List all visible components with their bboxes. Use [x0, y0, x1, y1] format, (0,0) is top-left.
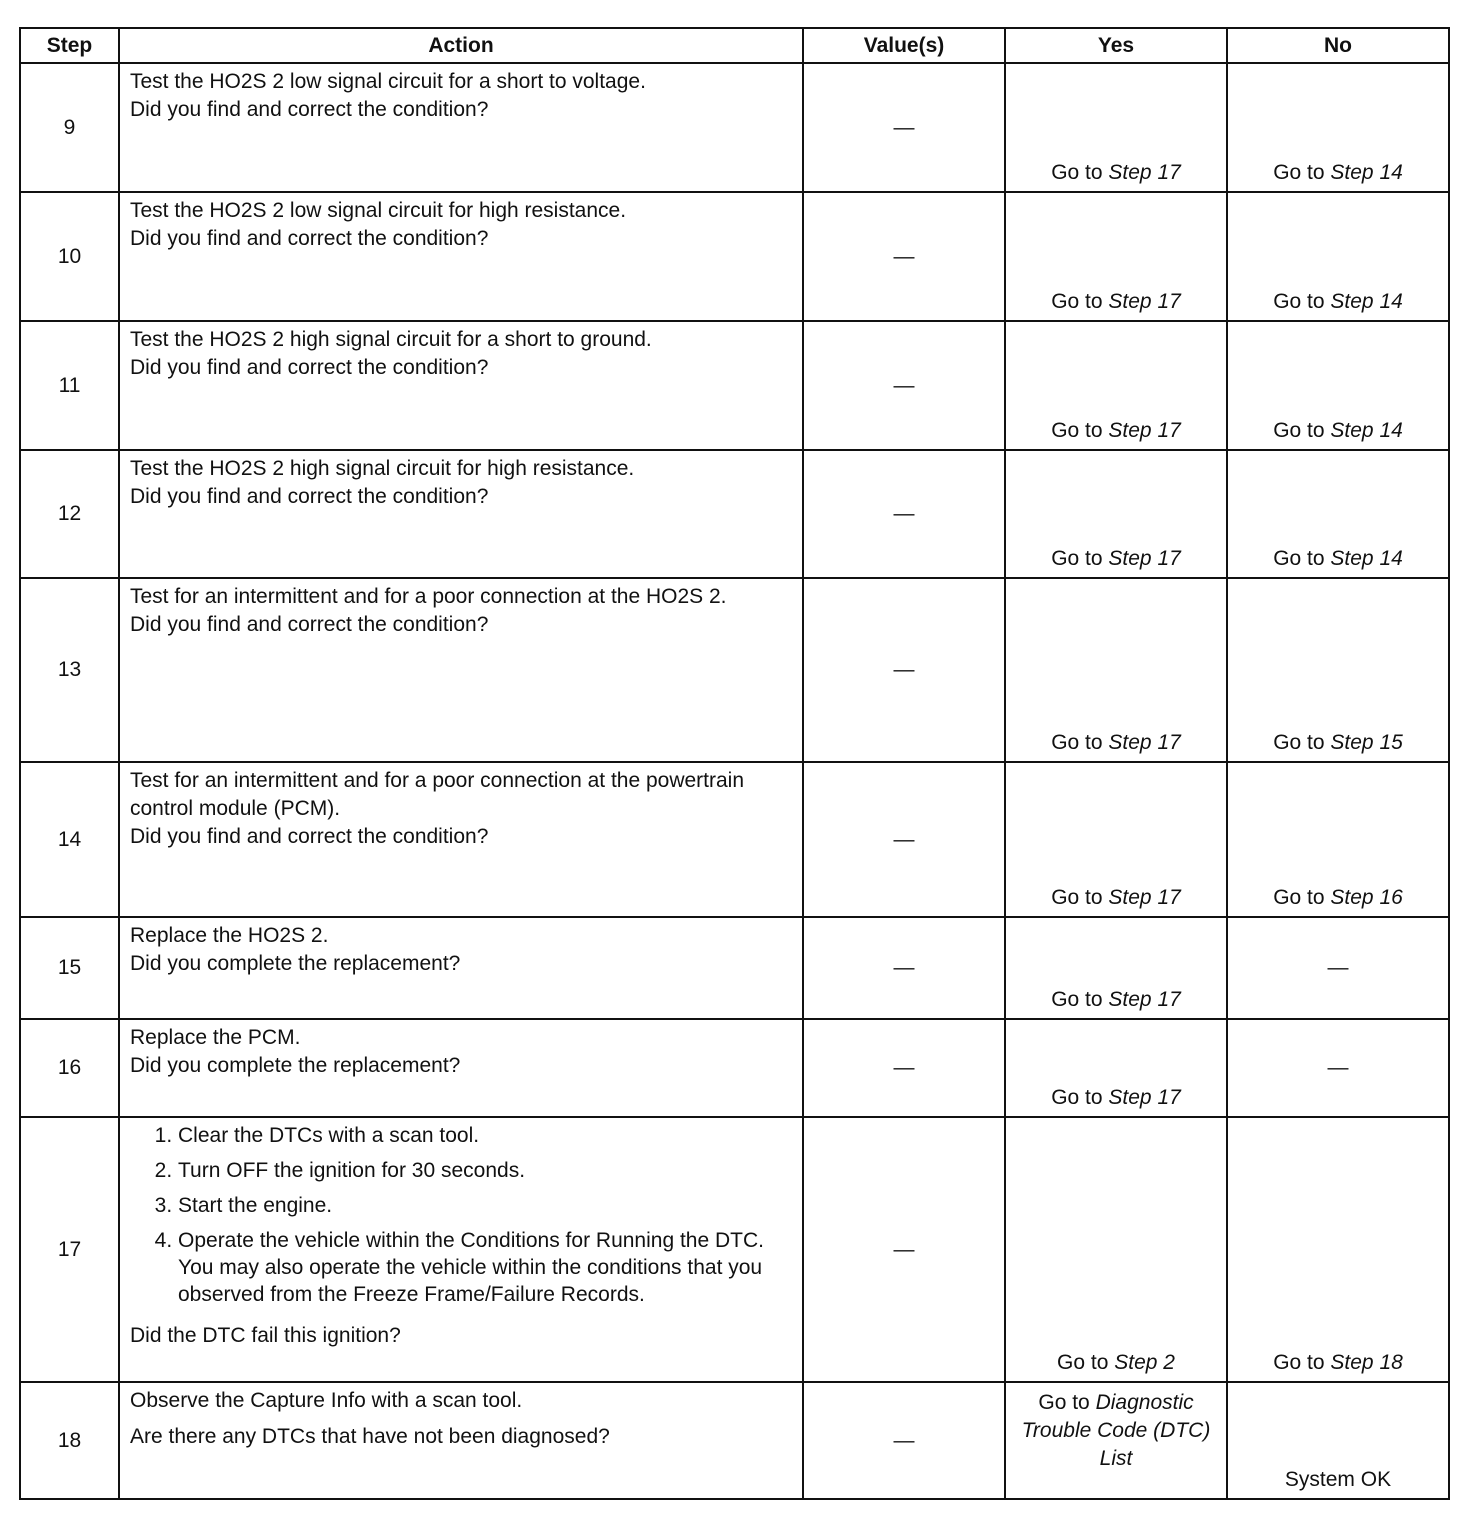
table-row [20, 63, 1449, 192]
table-row [20, 450, 1449, 578]
value-cell: — [803, 1019, 1005, 1117]
step-link[interactable]: Step 17 [1108, 290, 1181, 313]
action-text: Test for an intermittent and for a poor connection at the HO2S 2. [130, 585, 727, 608]
step-number: 14 [20, 762, 119, 917]
yes-cell [1005, 192, 1227, 321]
goto-label: Go to [1273, 731, 1325, 754]
goto-label: Go to [1051, 731, 1103, 754]
yes-cell [1005, 917, 1227, 1019]
value-cell: — [803, 762, 1005, 917]
value-cell: — [803, 192, 1005, 321]
no-cell [1227, 1117, 1449, 1382]
value-cell: — [803, 450, 1005, 578]
action-question: Did the DTC fail this ignition? [130, 1324, 401, 1347]
header-step: Step [20, 28, 119, 63]
action-cell [119, 450, 803, 578]
step-link[interactable]: Step 2 [1114, 1351, 1175, 1374]
table-row [20, 1382, 1449, 1499]
step-link[interactable]: Step 18 [1330, 1351, 1403, 1374]
value-cell: — [803, 1382, 1005, 1499]
step-link[interactable]: Step 17 [1108, 886, 1181, 909]
step-number: 12 [20, 450, 119, 578]
goto-label: Go to [1051, 886, 1103, 909]
action-question: Did you find and correct the condition? [130, 825, 489, 848]
table-row [20, 578, 1449, 762]
goto-label: Go to [1051, 1086, 1103, 1109]
header-no: No [1227, 28, 1449, 63]
action-question: Are there any DTCs that have not been diagnosed? [130, 1425, 610, 1448]
list-item: 3. Start the engine. [178, 1192, 792, 1219]
yes-cell [1005, 1382, 1227, 1499]
action-text: Test the HO2S 2 low signal circuit for high resistance. [130, 199, 627, 222]
table-row [20, 192, 1449, 321]
yes-cell [1005, 578, 1227, 762]
no-cell: — [1227, 917, 1449, 1019]
goto-label: Go to [1273, 1351, 1325, 1374]
step-link[interactable]: Step 17 [1108, 731, 1181, 754]
list-item: 4. Operate the vehicle within the Conditions for Running the DTC. You may also operate the vehicle within the conditions that you observed from the Freeze Frame/Failure Records. [178, 1227, 792, 1308]
header-values: Value(s) [803, 28, 1005, 63]
goto-label: Go to [1051, 419, 1103, 442]
step-link[interactable]: Step 17 [1108, 419, 1181, 442]
yes-cell [1005, 450, 1227, 578]
action-cell [119, 762, 803, 917]
step-number: 9 [20, 63, 119, 192]
action-text: Observe the Capture Info with a scan tool. [130, 1389, 523, 1412]
action-cell [119, 63, 803, 192]
action-question: Did you find and correct the condition? [130, 98, 489, 121]
goto-label: Go to [1051, 161, 1103, 184]
table-row [20, 1019, 1449, 1117]
goto-label: Go to [1051, 547, 1103, 570]
action-question: Did you find and correct the condition? [130, 227, 489, 250]
no-cell [1227, 63, 1449, 192]
step-link[interactable]: Step 17 [1108, 1086, 1181, 1109]
step-number: 15 [20, 917, 119, 1019]
action-text: Test the HO2S 2 high signal circuit for high resistance. [130, 457, 635, 480]
action-cell [119, 917, 803, 1019]
action-cell [119, 578, 803, 762]
step-link[interactable]: Step 17 [1108, 161, 1181, 184]
step-link[interactable]: Step 17 [1108, 988, 1181, 1011]
action-text: Test for an intermittent and for a poor connection at the powertrain control module (PCM). [130, 769, 745, 820]
step-number: 10 [20, 192, 119, 321]
step-link[interactable]: Step 14 [1330, 547, 1403, 570]
step-list [130, 1122, 792, 1316]
action-text: Replace the HO2S 2. [130, 924, 329, 947]
step-number: 11 [20, 321, 119, 450]
no-cell: System OK [1227, 1382, 1449, 1499]
step-link[interactable]: Step 14 [1330, 290, 1403, 313]
value-cell: — [803, 1117, 1005, 1382]
goto-label: Go to [1051, 988, 1103, 1011]
action-text: Replace the PCM. [130, 1026, 301, 1049]
goto-label: Go to [1057, 1351, 1109, 1374]
value-cell: — [803, 321, 1005, 450]
step-number: 13 [20, 578, 119, 762]
goto-label: Go to [1038, 1391, 1090, 1414]
goto-label: Go to [1273, 886, 1325, 909]
no-cell: — [1227, 1019, 1449, 1117]
step-link[interactable]: Step 14 [1330, 161, 1403, 184]
step-number: 16 [20, 1019, 119, 1117]
action-question: Did you find and correct the condition? [130, 356, 489, 379]
action-cell [119, 1117, 803, 1382]
list-item: 2. Turn OFF the ignition for 30 seconds. [178, 1157, 792, 1184]
step-link[interactable]: Step 14 [1330, 419, 1403, 442]
no-cell [1227, 578, 1449, 762]
no-cell [1227, 762, 1449, 917]
value-cell: — [803, 63, 1005, 192]
dtc-list-link[interactable]: Diagnostic Trouble Code (DTC) List [1021, 1391, 1211, 1470]
action-question: Did you complete the replacement? [130, 952, 461, 975]
action-cell [119, 1019, 803, 1117]
yes-cell [1005, 321, 1227, 450]
step-link[interactable]: Step 16 [1330, 886, 1403, 909]
table-row [20, 762, 1449, 917]
step-number: 18 [20, 1382, 119, 1499]
action-cell [119, 1382, 803, 1499]
value-cell: — [803, 578, 1005, 762]
yes-cell [1005, 762, 1227, 917]
list-item: 1. Clear the DTCs with a scan tool. [178, 1122, 792, 1149]
action-cell [119, 192, 803, 321]
action-text: Test the HO2S 2 low signal circuit for a short to voltage. [130, 70, 646, 93]
yes-cell [1005, 63, 1227, 192]
step-link[interactable]: Step 15 [1330, 731, 1403, 754]
header-row [20, 28, 1449, 63]
yes-cell [1005, 1117, 1227, 1382]
header-yes: Yes [1005, 28, 1227, 63]
goto-label: Go to [1273, 419, 1325, 442]
no-cell [1227, 192, 1449, 321]
table-row [20, 917, 1449, 1019]
header-action: Action [119, 28, 803, 63]
action-question: Did you complete the replacement? [130, 1054, 461, 1077]
goto-label: Go to [1273, 547, 1325, 570]
action-question: Did you find and correct the condition? [130, 485, 489, 508]
goto-label: Go to [1051, 290, 1103, 313]
yes-cell [1005, 1019, 1227, 1117]
goto-label: Go to [1273, 290, 1325, 313]
action-text: Test the HO2S 2 high signal circuit for a short to ground. [130, 328, 652, 351]
step-number: 17 [20, 1117, 119, 1382]
diagnostic-table [19, 27, 1450, 1500]
value-cell: — [803, 917, 1005, 1019]
no-cell [1227, 450, 1449, 578]
no-cell [1227, 321, 1449, 450]
table-row [20, 321, 1449, 450]
goto-label: Go to [1273, 161, 1325, 184]
step-link[interactable]: Step 17 [1108, 547, 1181, 570]
table-row [20, 1117, 1449, 1382]
action-question: Did you find and correct the condition? [130, 613, 489, 636]
action-cell [119, 321, 803, 450]
